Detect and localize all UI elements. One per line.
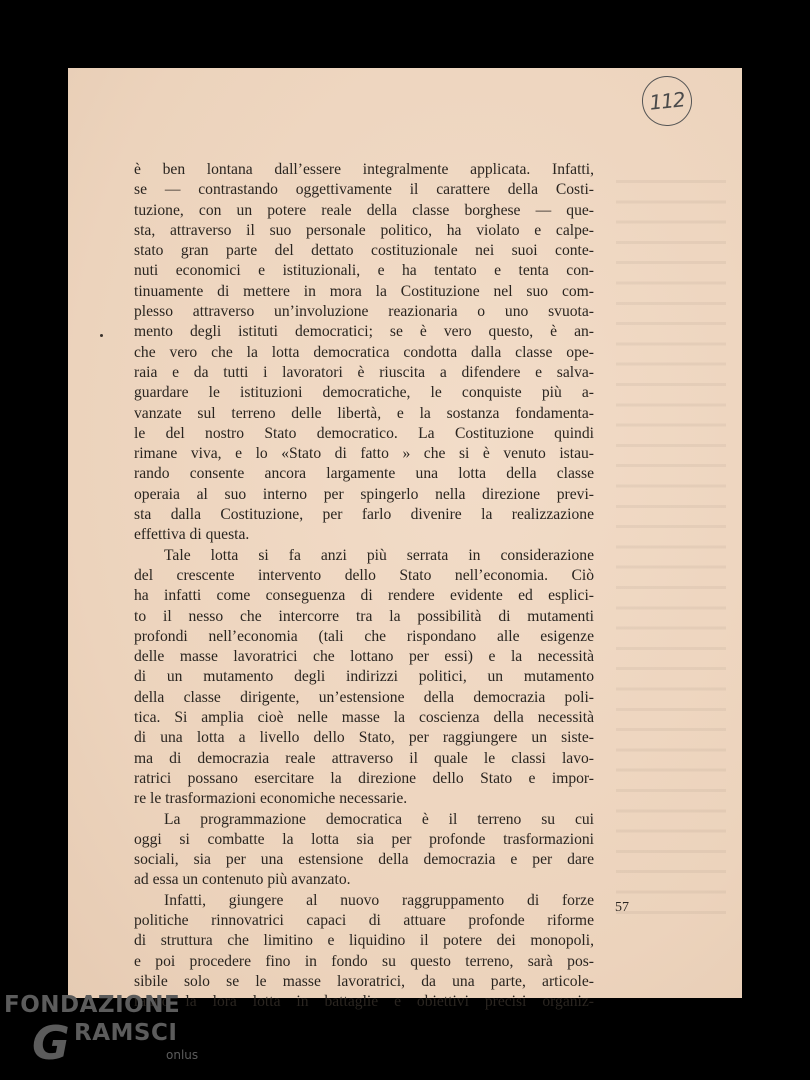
text-line: Tale lotta si fa anzi più serrata in considerazione [164,546,594,564]
handwritten-page-number: 112 [640,74,695,129]
text-line: to il nesso che intercorre tra la possibilità di mutamenti [134,607,594,625]
text-line: e poi procedere fino in fondo su questo terreno, sarà pos- [134,952,594,970]
text-line: sta, attraverso il suo personale politico, ha violato e calpe- [134,221,594,239]
text-line: ha infatti come conseguenza di rendere evidente ed esplici- [134,587,594,605]
text-line: effettiva di questa. [134,526,250,544]
printed-page-number: 57 [615,900,629,915]
text-line: stato gran parte del dettato costituzionale nei suoi conte- [134,242,594,260]
scanned-page [68,68,742,1011]
text-line: se — contrastando oggettivamente il carattere della Costi- [134,181,594,199]
text-line: è ben lontana dall’essere integralmente applicata. Infatti, [134,161,594,178]
text-line: della classe dirigente, un’estensione della democrazia poli- [134,688,594,706]
text-line: rando consente ancora largamente una lotta della classe [134,465,594,483]
logo-onlus: onlus [166,1048,199,1062]
text-line: di una lotta a livello dello Stato, per raggiungere un siste- [134,729,594,747]
text-line: di un mutamento degli indirizzi politici, un mutamento [134,668,594,686]
text-line: tinuamente di mettere in mora la Costituzione nel suo com- [134,282,594,300]
text-line: plesso attraverso un’involuzione reazionaria o uno svuota- [134,303,594,321]
text-line: ma di democrazia reale attraverso il quale le classi lavo- [134,749,594,767]
text-line: rimane viva, e lo «Stato di fatto » che si è venuto istau- [134,445,594,463]
text-line: raia e da tutti i lavoratori è riuscita a difendere e salva- [134,363,594,381]
text-line: le del nostro Stato democratico. La Costituzione quindi [134,424,594,442]
ink-speck [100,334,103,337]
text-line: La programmazione democratica è il terreno su cui [164,810,594,828]
bleed-through-shadow [616,168,726,928]
text-line: tuzione, con un potere reale della classe borghese — que- [134,201,594,219]
logo-line-ramsci: RAMSCI [74,1020,178,1046]
text-line: profondi nell’economia (tali che rispondano alle esigenze [134,627,594,645]
text-line: delle masse lavoratrici che lottano per essi) e la necessità [134,648,594,666]
body-text [134,160,594,1012]
text-line: oggi si combatte la lotta sia per profonde trasformazioni [134,830,594,848]
text-line: vanzate sul terreno delle libertà, e la sostanza fondamenta- [134,404,594,422]
fondazione-gramsci-logo [4,992,204,1078]
logo-letter-g: G [32,1016,70,1070]
text-line: operaia al suo interno per spingerlo nella direzione previ- [134,485,594,503]
text-line: sibile solo se le masse lavoratrici, da una parte, articole- [134,972,594,990]
text-line: ratrici possano esercitare la direzione dello Stato e impor- [134,769,594,787]
text-line: re le trasformazioni economiche necessarie. [134,790,408,808]
text-line: sta dalla Costituzione, per farlo divenire la realizzazione [134,506,594,524]
text-line: mento degli istituti democratici; se è vero questo, è an- [134,323,594,341]
text-line: guardare le istituzioni democratiche, le conquiste più a- [134,384,594,402]
text-line: del crescente intervento dello Stato nell’economia. Ciò [134,566,594,584]
text-line: ranno la lora lotta in battaglie e obiettivi precisi organiz- [134,993,594,1011]
text-line: ad essa un contenuto più avanzato. [134,871,351,889]
text-line: che vero che la lotta democratica condotta dalla classe ope- [134,343,594,361]
logo-line-fondazione: FONDAZIONE [4,992,181,1018]
text-line: di struttura che limitino e liquidino il potere dei monopoli, [134,932,594,950]
text-line: Infatti, giungere al nuovo raggruppamento di forze [164,891,594,909]
text-line: sociali, sia per una estensione della democrazia e per dare [134,851,594,869]
text-line: tica. Si amplia cioè nelle masse la coscienza della necessità [134,709,594,727]
text-line: nuti economici e istituzionali, e ha tentato e tenta con- [134,262,594,280]
text-line: politiche rinnovatrici capaci di attuare profonde riforme [134,911,594,929]
